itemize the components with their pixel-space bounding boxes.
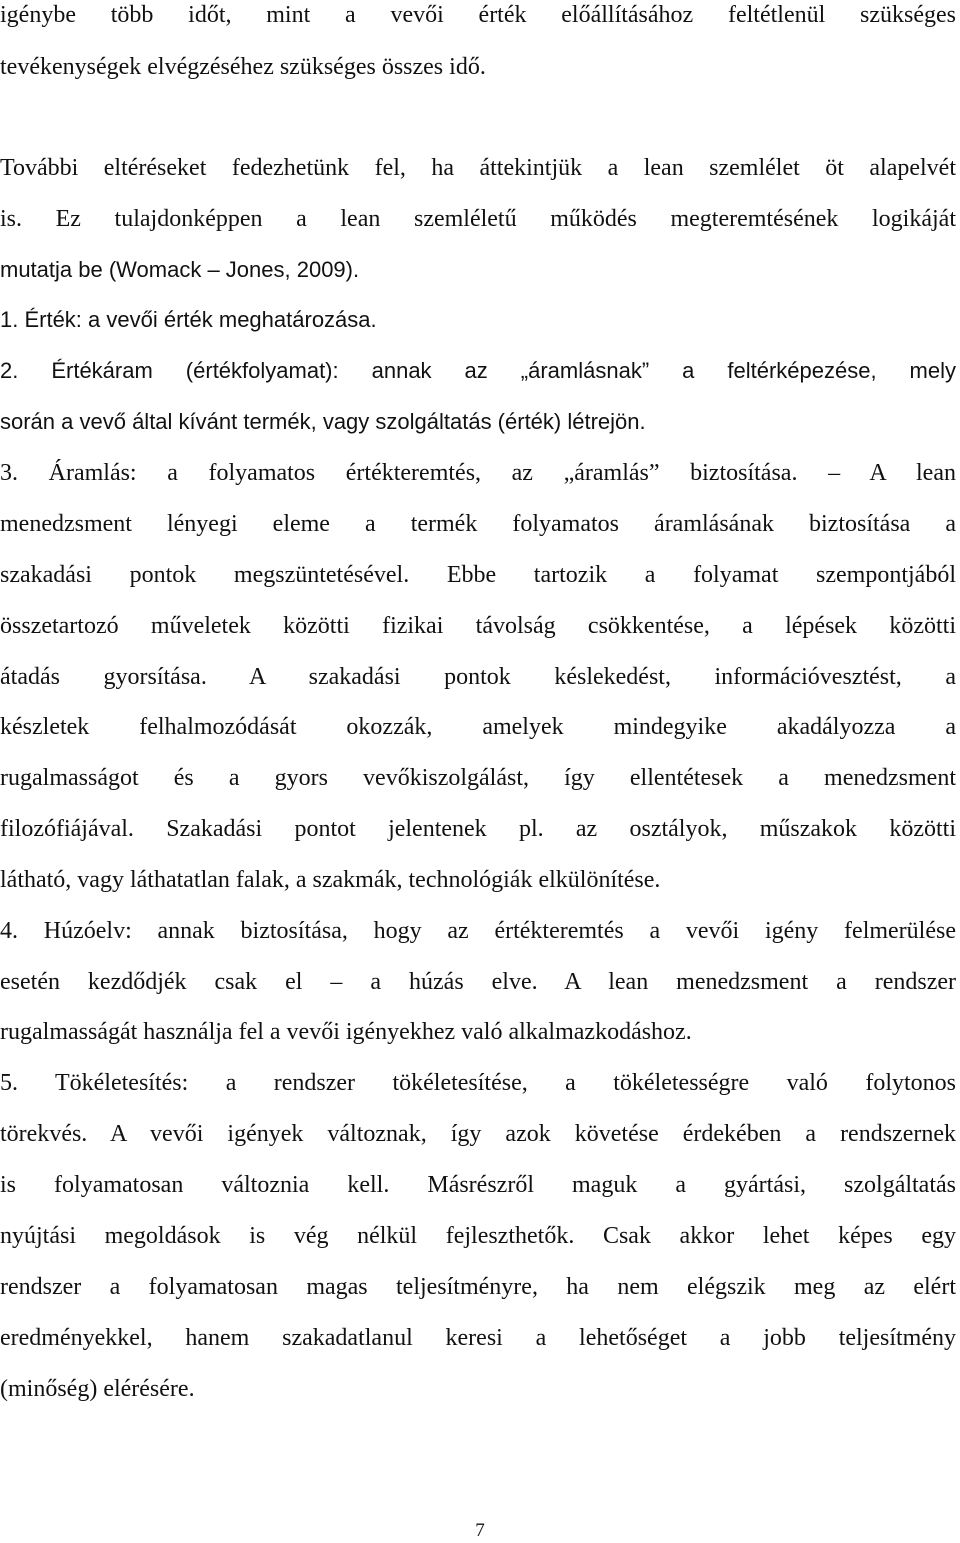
text-line: is folyamatosan változnia kell. Másrészről maguk a gyártási, szolgáltatás xyxy=(0,1172,956,1198)
text-line: 1. Érték: a vevői érték meghatározása. xyxy=(0,307,377,332)
text-line: 4. Húzóelv: annak biztosítása, hogy az értékteremtés a vevői igény felmerülése xyxy=(0,918,956,944)
text-line: összetartozó műveletek közötti fizikai távolság csökkentése, a lépések közötti xyxy=(0,613,956,639)
text-line: is. Ez tulajdonképpen a lean szemléletű működés megteremtésének logikáját xyxy=(0,206,956,232)
text-line: átadás gyorsítása. A szakadási pontok késlekedést, információvesztést, a xyxy=(0,664,956,690)
text-line: eredményekkel, hanem szakadatlanul keresi a lehetőséget a jobb teljesítmény xyxy=(0,1325,956,1351)
text-line: látható, vagy láthatatlan falak, a szakmák, technológiák elkülönítése. xyxy=(0,867,661,893)
text-line: rendszer a folyamatosan magas teljesítményre, ha nem elégszik meg az elért xyxy=(0,1274,956,1300)
page-number: 7 xyxy=(475,1520,485,1541)
text-line: menedzsment lényegi eleme a termék folyamatos áramlásának biztosítása a xyxy=(0,511,956,537)
text-line: filozófiájával. Szakadási pontot jelentenek pl. az osztályok, műszakok közötti xyxy=(0,816,956,842)
text-line: tevékenységek elvégzéséhez szükséges összes idő. xyxy=(0,54,486,80)
text-line: igénybe több időt, mint a vevői érték előállításához feltétlenül szükséges xyxy=(0,2,956,28)
text-line: rugalmasságát használja fel a vevői igényekhez való alkalmazkodáshoz. xyxy=(0,1019,692,1045)
text-line: törekvés. A vevői igények változnak, így azok követése érdekében a rendszernek xyxy=(0,1121,956,1147)
text-line: 3. Áramlás: a folyamatos értékteremtés, az „áramlás” biztosítása. – A lean xyxy=(0,460,956,486)
text-line: mutatja be (Womack – Jones, 2009). xyxy=(0,257,360,282)
text-line: 2. Értékáram (értékfolyamat): annak az „áramlásnak” a feltérképezése, mely xyxy=(0,358,956,383)
text-line: További eltéréseket fedezhetünk fel, ha áttekintjük a lean szemlélet öt alapelvét xyxy=(0,155,956,181)
text-line: (minőség) elérésére. xyxy=(0,1376,195,1402)
text-line: szakadási pontok megszüntetésével. Ebbe tartozik a folyamat szempontjából xyxy=(0,562,956,588)
text-line: esetén kezdődjék csak el – a húzás elve. A lean menedzsment a rendszer xyxy=(0,969,956,995)
text-line: nyújtási megoldások is vég nélkül fejleszthetők. Csak akkor lehet képes egy xyxy=(0,1223,956,1249)
text-line: rugalmasságot és a gyors vevőkiszolgálást, így ellentétesek a menedzsment xyxy=(0,765,956,791)
text-line: 5. Tökéletesítés: a rendszer tökéletesítése, a tökéletességre való folytonos xyxy=(0,1070,956,1096)
text-line: során a vevő által kívánt termék, vagy szolgáltatás (érték) létrejön. xyxy=(0,409,646,434)
text-line: készletek felhalmozódását okozzák, amelyek mindegyike akadályozza a xyxy=(0,714,956,740)
